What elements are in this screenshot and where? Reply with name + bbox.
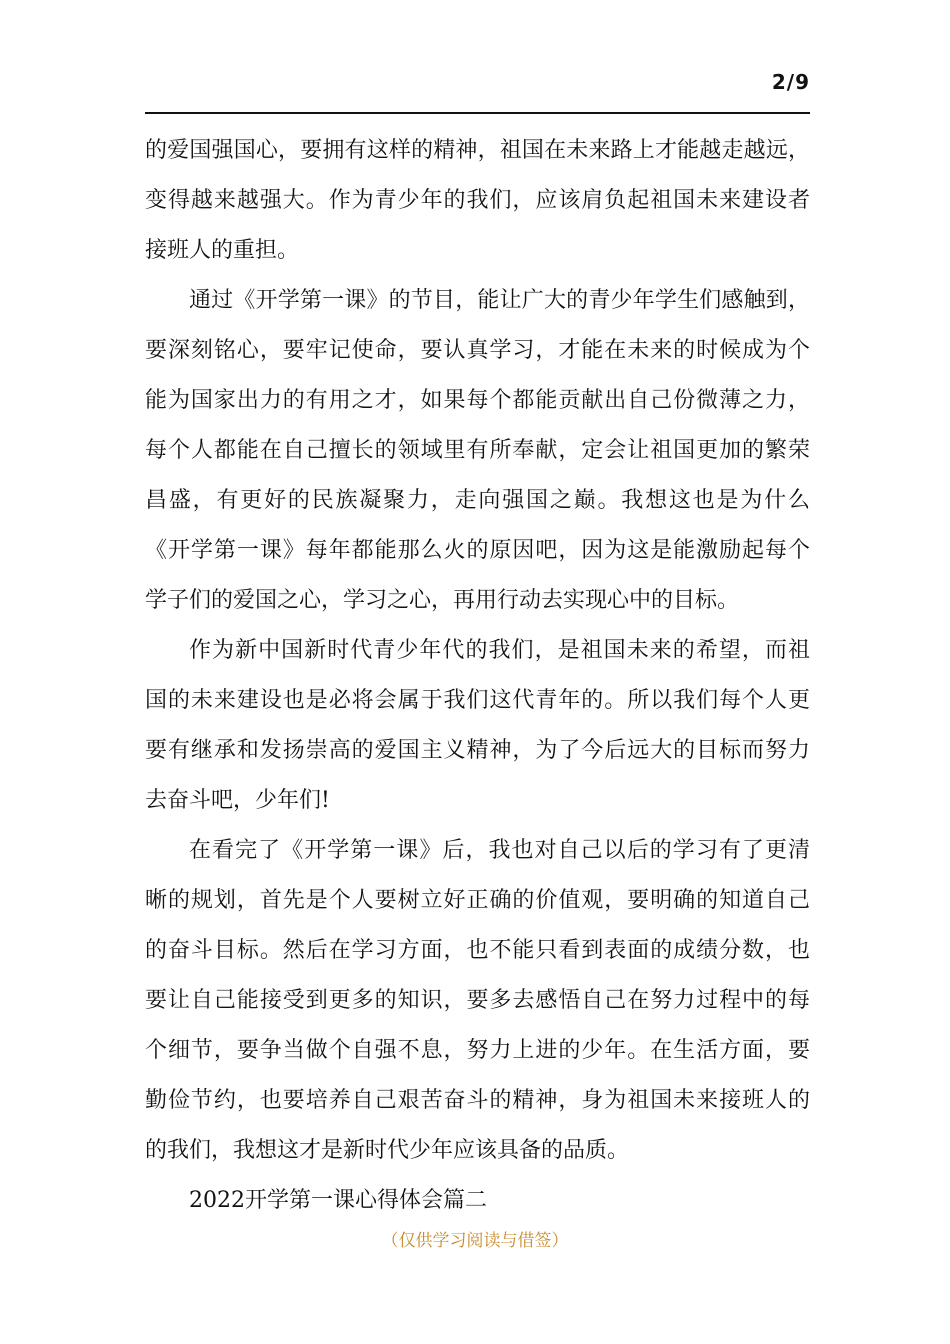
paragraph	[145, 626, 810, 826]
page-number: 2/9	[771, 70, 810, 94]
text-line: 个细节，要争当做个自强不息，努力上进的少年。在生活方面，要	[145, 1038, 810, 1063]
text-line: 变得越来越强大。作为青少年的我们，应该肩负起祖国未来建设者	[145, 188, 810, 213]
text-line: 晰的规划，首先是个人要树立好正确的价值观，要明确的知道自己	[145, 888, 810, 913]
text-line: 《开学第一课》每年都能那么火的原因吧，因为这是能激励起每个	[145, 538, 810, 563]
text-line: 要有继承和发扬崇高的爱国主义精神，为了今后远大的目标而努力	[145, 738, 810, 763]
text-line: 要让自己能接受到更多的知识，要多去感悟自己在努力过程中的每	[145, 988, 810, 1013]
paragraph	[145, 126, 810, 276]
text-line: 每个人都能在自己擅长的领域里有所奉献，定会让祖国更加的繁荣	[145, 438, 810, 463]
text-line: 的奋斗目标。然后在学习方面，也不能只看到表面的成绩分数，也	[145, 938, 810, 963]
text-line: 昌盛，有更好的民族凝聚力，走向强国之巅。我想这也是为什么	[145, 488, 810, 513]
text-line: 国的未来建设也是必将会属于我们这代青年的。所以我们每个人更	[145, 688, 810, 713]
paragraph	[145, 276, 810, 626]
section-title: 2022开学第一课心得体会篇二	[189, 1188, 487, 1213]
text-line: 作为新中国新时代青少年代的我们，是祖国未来的希望，而祖	[189, 638, 810, 663]
document-body	[145, 126, 810, 1226]
text-line: 在看完了《开学第一课》后，我也对自己以后的学习有了更清	[189, 838, 810, 863]
text-line: 接班人的重担。	[145, 238, 300, 263]
text-line: 学子们的爱国之心，学习之心，再用行动去实现心中的目标。	[145, 588, 740, 613]
text-line: 勤俭节约，也要培养自己艰苦奋斗的精神，身为祖国未来接班人的	[145, 1088, 810, 1113]
text-line: 能为国家出力的有用之才，如果每个都能贡献出自己份微薄之力，	[145, 388, 810, 413]
header-divider	[145, 112, 810, 114]
text-line: 通过《开学第一课》的节目，能让广大的青少年学生们感触到，	[189, 288, 810, 313]
text-line: 的我们，我想这才是新时代少年应该具备的品质。	[145, 1138, 630, 1163]
text-line: 的爱国强国心，要拥有这样的精神，祖国在未来路上才能越走越远，	[145, 138, 810, 163]
text-line: 要深刻铭心，要牢记使命，要认真学习，才能在未来的时候成为个	[145, 338, 810, 363]
paragraph	[145, 826, 810, 1176]
footer-note: （仅供学习阅读与借签）	[381, 1231, 569, 1251]
section-heading	[145, 1176, 810, 1226]
text-line: 去奋斗吧，少年们!	[145, 788, 330, 813]
